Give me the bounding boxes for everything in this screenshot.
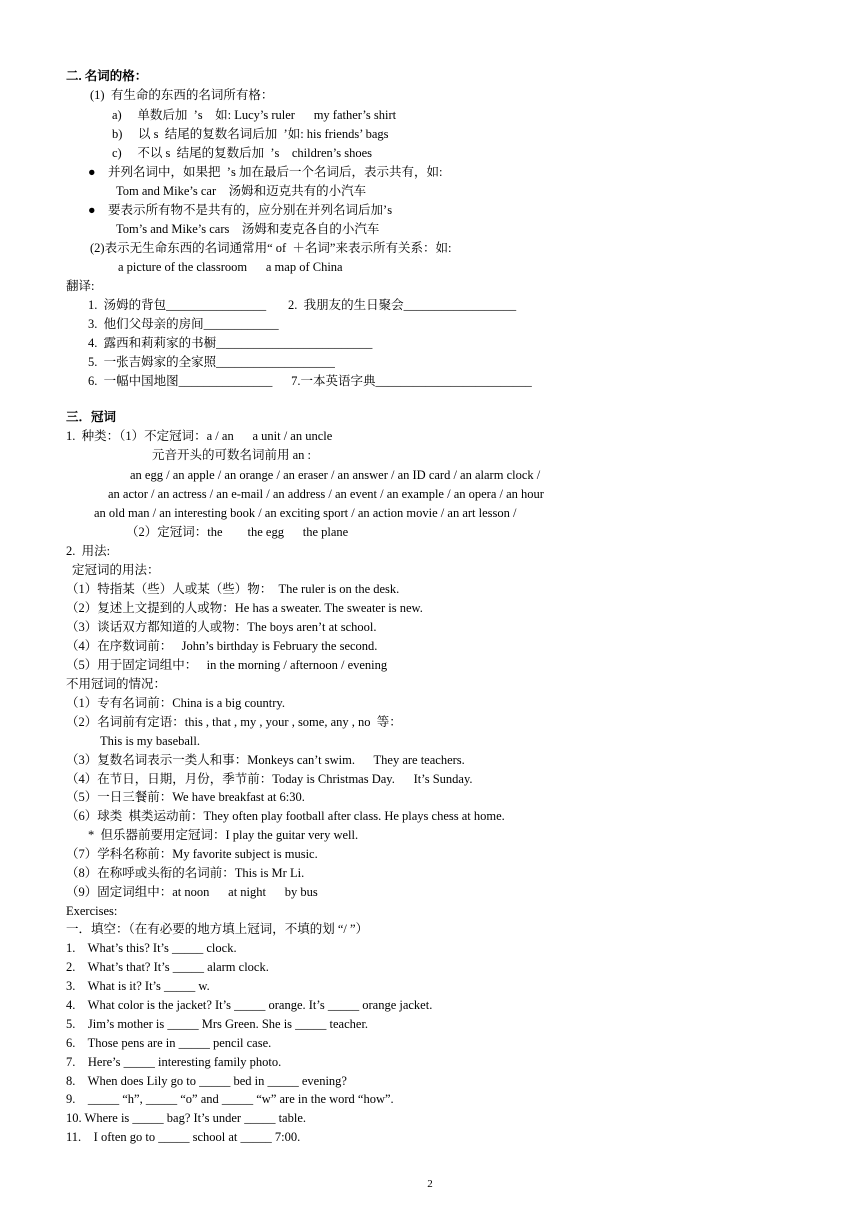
text-line: (2)表示无生命东西的名词通常用“ of ＋名词”来表示所有关系：如:: [90, 241, 452, 255]
text-line: （3）谈话双方都知道的人或物：The boys aren’t at school.: [66, 620, 377, 634]
bullet-line: ● 要表示所有物不是共有的，应分别在并列名词后加’s: [88, 203, 393, 217]
text-line: 2. 用法:: [66, 544, 111, 558]
text-line: (1) 有生命的东西的名词所有格：: [90, 88, 274, 102]
exercise-item: 5. Jim’s mother is _____ Mrs Green. She is _____ teacher.: [66, 1017, 369, 1031]
text-line: 元音开头的可数名词前用 an :: [152, 448, 312, 462]
exercise-item: 3. What is it? It’s _____ w.: [66, 979, 210, 993]
text-line: an actor / an actress / an e-mail / an address / an event / an example / an opera / an hour: [108, 487, 544, 501]
exercise-item: 1. What’s this? It’s _____ clock.: [66, 941, 237, 955]
text-line: 1. 种类：（1）不定冠词：a / an a unit / an uncle: [66, 429, 333, 443]
text-line: （1）特指某（些）人或某（些）物： The ruler is on the desk.: [66, 582, 400, 596]
exercise-item: 6. Those pens are in _____ pencil case.: [66, 1036, 272, 1050]
text-line: an old man / an interesting book / an exciting sport / an action movie / an art lesson /: [94, 506, 517, 520]
text-line: （1）专有名词前：China is a big country.: [66, 696, 285, 710]
text-line: （6）球类 棋类运动前：They often play football after class. He plays chess at home.: [66, 809, 505, 823]
exercise-item: 7. Here’s _____ interesting family photo.: [66, 1055, 282, 1069]
text-line: This is my baseball.: [100, 734, 200, 748]
exercises-heading: Exercises:: [66, 904, 118, 918]
text-line: （7）学科名称前：My favorite subject is music.: [66, 847, 318, 861]
translation-heading: 翻译:: [66, 279, 95, 293]
bullet-line: ● 并列名词中，如果把 ’s 加在最后一个名词后，表示共有，如:: [88, 165, 443, 179]
text-line: （8）在称呼或头衔的名词前：This is Mr Li.: [66, 866, 305, 880]
exercise-item: 11. I often go to _____ school at _____ 7:00.: [66, 1130, 301, 1144]
exercise-line: 1. 汤姆的背包________________ 2. 我朋友的生日聚会__________________: [88, 298, 517, 312]
text-line: （2）名词前有定语：this , that , my , your , some, any , no 等：: [66, 715, 402, 729]
section-title-noun-case: 二. 名词的格：: [66, 69, 148, 83]
text-line: （4）在节日，日期，月份，季节前：Today is Christmas Day. It’s Sunday.: [66, 772, 473, 786]
section-title-articles: 三．冠词: [66, 410, 117, 424]
exercise-line: 3. 他们父母亲的房间____________: [88, 317, 279, 331]
exercise-item: 4. What color is the jacket? It’s _____ orange. It’s _____ orange jacket.: [66, 998, 433, 1012]
exercise-line: 6. 一幅中国地图_______________ 7.一本英语字典_________________________: [88, 374, 532, 388]
text-line: Tom and Mike’s car 汤姆和迈克共有的小汽车: [116, 184, 367, 198]
text-line: （2）复述上文提到的人或物：He has a sweater. The sweater is new.: [66, 601, 423, 615]
exercise-item: 10. Where is _____ bag? It’s under _____ table.: [66, 1111, 306, 1125]
text-line: c) 不以 s 结尾的复数后加 ’s children’s shoes: [112, 146, 373, 160]
text-line: （3）复数名词表示一类人和事：Monkeys can’t swim. They are teachers.: [66, 753, 465, 767]
text-line: （2）定冠词：the the egg the plane: [126, 525, 349, 539]
text-line: b) 以 s 结尾的复数名词后加 ’如: his friends’ bags: [112, 127, 389, 141]
text-line: （4）在序数词前： John’s birthday is February the second.: [66, 639, 378, 653]
exercise-item: 9. _____ “h”, _____ “o” and _____ “w” are in the word “how”.: [66, 1092, 394, 1106]
text-line: Tom’s and Mike’s cars 汤姆和麦克各自的小汽车: [116, 222, 380, 236]
text-line: （5）一日三餐前：We have breakfast at 6:30.: [66, 790, 305, 804]
text-line: a picture of the classroom a map of China: [118, 260, 343, 274]
exercise-item: 2. What’s that? It’s _____ alarm clock.: [66, 960, 269, 974]
text-line: （5）用于固定词组中： in the morning / afternoon / evening: [66, 658, 388, 672]
exercise-line: 5. 一张吉姆家的全家照___________________: [88, 355, 335, 369]
text-line: （9）固定词组中：at noon at night by bus: [66, 885, 318, 899]
page-number: 2: [427, 1178, 433, 1190]
text-line: an egg / an apple / an orange / an eraser / an answer / an ID card / an alarm clock /: [130, 468, 541, 482]
text-line: a) 单数后加 ’s 如: Lucy’s ruler my father’s shirt: [112, 108, 397, 122]
exercise-item: 8. When does Lily go to _____ bed in _____ evening?: [66, 1074, 347, 1088]
text-line: 不用冠词的情况：: [66, 677, 167, 691]
exercise-instruction: 一．填空：（在有必要的地方填上冠词，不填的划 “/ ”）: [66, 922, 369, 936]
text-line: 定冠词的用法：: [72, 563, 160, 577]
text-line: * 但乐器前要用定冠词：I play the guitar very well.: [88, 828, 359, 842]
exercise-line: 4. 露西和莉莉家的书橱_________________________: [88, 336, 373, 350]
